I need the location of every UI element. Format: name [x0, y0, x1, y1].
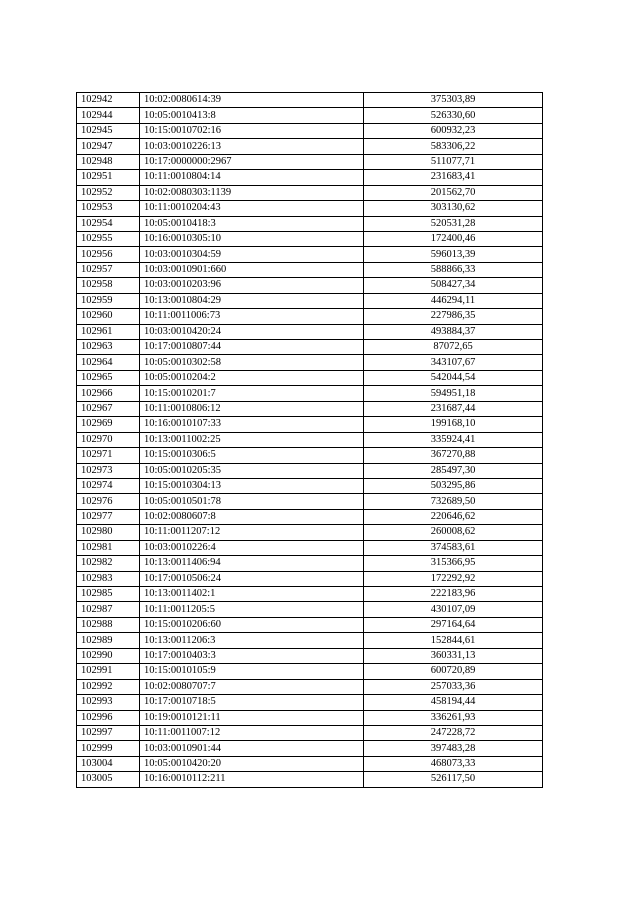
row-code-cell: 10:02:0080303:1139 [140, 185, 364, 200]
table-row [77, 340, 543, 355]
table-row [77, 756, 543, 771]
row-amount-cell: 231687,44 [364, 401, 543, 416]
row-amount-cell: 600720,89 [364, 664, 543, 679]
row-id-cell: 102948 [77, 154, 140, 169]
row-id-cell: 102965 [77, 370, 140, 385]
table-row [77, 309, 543, 324]
table-row [77, 170, 543, 185]
row-amount-cell: 508427,34 [364, 278, 543, 293]
row-amount-cell: 172400,46 [364, 231, 543, 246]
row-id-cell: 102993 [77, 695, 140, 710]
row-amount-cell: 315366,95 [364, 556, 543, 571]
table-row [77, 772, 543, 787]
row-code-cell: 10:11:0011006:73 [140, 309, 364, 324]
row-amount-cell: 343107,67 [364, 355, 543, 370]
row-amount-cell: 600932,23 [364, 123, 543, 138]
row-id-cell: 102942 [77, 93, 140, 108]
row-id-cell: 103004 [77, 756, 140, 771]
table-row [77, 201, 543, 216]
table-row [77, 123, 543, 138]
row-code-cell: 10:11:0010806:12 [140, 401, 364, 416]
row-id-cell: 102955 [77, 231, 140, 246]
row-id-cell: 102976 [77, 494, 140, 509]
table-row [77, 741, 543, 756]
table-row [77, 695, 543, 710]
row-amount-cell: 374583,61 [364, 540, 543, 555]
row-code-cell: 10:15:0010206:60 [140, 617, 364, 632]
table-row [77, 540, 543, 555]
row-id-cell: 102945 [77, 123, 140, 138]
row-id-cell: 102963 [77, 340, 140, 355]
row-amount-cell: 199168,10 [364, 417, 543, 432]
table-row [77, 463, 543, 478]
row-id-cell: 102959 [77, 293, 140, 308]
table-body [77, 93, 543, 788]
row-code-cell: 10:03:0010901:44 [140, 741, 364, 756]
row-amount-cell: 520531,28 [364, 216, 543, 231]
row-id-cell: 102958 [77, 278, 140, 293]
row-id-cell: 102983 [77, 571, 140, 586]
row-code-cell: 10:03:0010304:59 [140, 247, 364, 262]
row-code-cell: 10:17:0010506:24 [140, 571, 364, 586]
row-amount-cell: 446294,11 [364, 293, 543, 308]
row-id-cell: 102981 [77, 540, 140, 555]
row-code-cell: 10:15:0010105:9 [140, 664, 364, 679]
row-id-cell: 102971 [77, 448, 140, 463]
row-amount-cell: 430107,09 [364, 602, 543, 617]
row-code-cell: 10:17:0010807:44 [140, 340, 364, 355]
table-row [77, 324, 543, 339]
row-code-cell: 10:15:0010304:13 [140, 478, 364, 493]
row-code-cell: 10:03:0010203:96 [140, 278, 364, 293]
row-amount-cell: 493884,37 [364, 324, 543, 339]
row-code-cell: 10:11:0011207:12 [140, 525, 364, 540]
table-row [77, 633, 543, 648]
row-id-cell: 102990 [77, 648, 140, 663]
row-code-cell: 10:17:0010718:5 [140, 695, 364, 710]
row-amount-cell: 172292,92 [364, 571, 543, 586]
row-amount-cell: 360331,13 [364, 648, 543, 663]
row-code-cell: 10:05:0010418:3 [140, 216, 364, 231]
row-code-cell: 10:11:0011007:12 [140, 725, 364, 740]
row-id-cell: 102951 [77, 170, 140, 185]
row-code-cell: 10:16:0010305:10 [140, 231, 364, 246]
table-row [77, 417, 543, 432]
row-code-cell: 10:03:0010226:4 [140, 540, 364, 555]
row-id-cell: 102987 [77, 602, 140, 617]
table-row [77, 571, 543, 586]
table-row [77, 525, 543, 540]
row-code-cell: 10:02:0080707:7 [140, 679, 364, 694]
table-row [77, 370, 543, 385]
row-amount-cell: 260008,62 [364, 525, 543, 540]
row-code-cell: 10:02:0080607:8 [140, 509, 364, 524]
table-row [77, 231, 543, 246]
row-id-cell: 102988 [77, 617, 140, 632]
table-row [77, 401, 543, 416]
table-row [77, 509, 543, 524]
table-row [77, 185, 543, 200]
row-amount-cell: 285497,30 [364, 463, 543, 478]
row-id-cell: 102954 [77, 216, 140, 231]
table-row [77, 725, 543, 740]
row-code-cell: 10:05:0010420:20 [140, 756, 364, 771]
row-code-cell: 10:11:0010204:43 [140, 201, 364, 216]
row-code-cell: 10:16:0010112:211 [140, 772, 364, 787]
row-code-cell: 10:05:0010501:78 [140, 494, 364, 509]
table-row [77, 494, 543, 509]
row-amount-cell: 297164,64 [364, 617, 543, 632]
table-row [77, 617, 543, 632]
row-amount-cell: 247228,72 [364, 725, 543, 740]
row-amount-cell: 303130,62 [364, 201, 543, 216]
row-id-cell: 102997 [77, 725, 140, 740]
row-id-cell: 102969 [77, 417, 140, 432]
row-amount-cell: 397483,28 [364, 741, 543, 756]
row-id-cell: 102999 [77, 741, 140, 756]
row-amount-cell: 588866,33 [364, 262, 543, 277]
table-row [77, 478, 543, 493]
row-id-cell: 102996 [77, 710, 140, 725]
row-code-cell: 10:05:0010205:35 [140, 463, 364, 478]
row-code-cell: 10:16:0010107:33 [140, 417, 364, 432]
row-id-cell: 103005 [77, 772, 140, 787]
row-amount-cell: 220646,62 [364, 509, 543, 524]
row-amount-cell: 222183,96 [364, 587, 543, 602]
row-code-cell: 10:17:0000000:2967 [140, 154, 364, 169]
row-id-cell: 102970 [77, 432, 140, 447]
row-id-cell: 102964 [77, 355, 140, 370]
row-amount-cell: 583306,22 [364, 139, 543, 154]
row-id-cell: 102956 [77, 247, 140, 262]
table-row [77, 386, 543, 401]
row-id-cell: 102952 [77, 185, 140, 200]
row-amount-cell: 367270,88 [364, 448, 543, 463]
row-amount-cell: 227986,35 [364, 309, 543, 324]
row-code-cell: 10:13:0011406:94 [140, 556, 364, 571]
row-code-cell: 10:03:0010226:13 [140, 139, 364, 154]
row-id-cell: 102974 [77, 478, 140, 493]
row-id-cell: 102966 [77, 386, 140, 401]
row-amount-cell: 468073,33 [364, 756, 543, 771]
table-row [77, 108, 543, 123]
row-amount-cell: 257033,36 [364, 679, 543, 694]
row-amount-cell: 336261,93 [364, 710, 543, 725]
row-id-cell: 102947 [77, 139, 140, 154]
row-amount-cell: 526117,50 [364, 772, 543, 787]
table-row [77, 432, 543, 447]
row-code-cell: 10:13:0010804:29 [140, 293, 364, 308]
row-code-cell: 10:11:0010804:14 [140, 170, 364, 185]
row-code-cell: 10:13:0011206:3 [140, 633, 364, 648]
row-id-cell: 102944 [77, 108, 140, 123]
row-code-cell: 10:15:0010702:16 [140, 123, 364, 138]
row-code-cell: 10:05:0010413:8 [140, 108, 364, 123]
table-row [77, 139, 543, 154]
table-row [77, 587, 543, 602]
data-table [76, 92, 543, 788]
table-row [77, 448, 543, 463]
row-code-cell: 10:02:0080614:39 [140, 93, 364, 108]
table-row [77, 648, 543, 663]
row-amount-cell: 503295,86 [364, 478, 543, 493]
row-id-cell: 102992 [77, 679, 140, 694]
row-id-cell: 102960 [77, 309, 140, 324]
row-id-cell: 102991 [77, 664, 140, 679]
row-code-cell: 10:19:0010121:11 [140, 710, 364, 725]
row-code-cell: 10:13:0011402:1 [140, 587, 364, 602]
row-id-cell: 102953 [77, 201, 140, 216]
table-row [77, 278, 543, 293]
row-amount-cell: 87072,65 [364, 340, 543, 355]
row-amount-cell: 596013,39 [364, 247, 543, 262]
row-amount-cell: 732689,50 [364, 494, 543, 509]
row-id-cell: 102961 [77, 324, 140, 339]
row-amount-cell: 335924,41 [364, 432, 543, 447]
row-amount-cell: 152844,61 [364, 633, 543, 648]
row-id-cell: 102985 [77, 587, 140, 602]
table-row [77, 602, 543, 617]
row-id-cell: 102982 [77, 556, 140, 571]
row-code-cell: 10:13:0011002:25 [140, 432, 364, 447]
table-row [77, 293, 543, 308]
row-id-cell: 102977 [77, 509, 140, 524]
row-code-cell: 10:15:0010201:7 [140, 386, 364, 401]
row-code-cell: 10:05:0010302:58 [140, 355, 364, 370]
row-id-cell: 102967 [77, 401, 140, 416]
table-row [77, 247, 543, 262]
table-row [77, 154, 543, 169]
row-code-cell: 10:11:0011205:5 [140, 602, 364, 617]
row-id-cell: 102973 [77, 463, 140, 478]
row-code-cell: 10:03:0010420:24 [140, 324, 364, 339]
row-amount-cell: 375303,89 [364, 93, 543, 108]
row-amount-cell: 594951,18 [364, 386, 543, 401]
table-row [77, 664, 543, 679]
table-row [77, 710, 543, 725]
table-row [77, 556, 543, 571]
row-id-cell: 102980 [77, 525, 140, 540]
row-amount-cell: 526330,60 [364, 108, 543, 123]
row-amount-cell: 231683,41 [364, 170, 543, 185]
row-id-cell: 102989 [77, 633, 140, 648]
row-code-cell: 10:17:0010403:3 [140, 648, 364, 663]
table-row [77, 355, 543, 370]
row-amount-cell: 542044,54 [364, 370, 543, 385]
row-code-cell: 10:15:0010306:5 [140, 448, 364, 463]
table-row [77, 93, 543, 108]
table-row [77, 679, 543, 694]
row-amount-cell: 201562,70 [364, 185, 543, 200]
row-code-cell: 10:05:0010204:2 [140, 370, 364, 385]
row-amount-cell: 511077,71 [364, 154, 543, 169]
table-row [77, 262, 543, 277]
table-row [77, 216, 543, 231]
row-id-cell: 102957 [77, 262, 140, 277]
row-amount-cell: 458194,44 [364, 695, 543, 710]
row-code-cell: 10:03:0010901:660 [140, 262, 364, 277]
